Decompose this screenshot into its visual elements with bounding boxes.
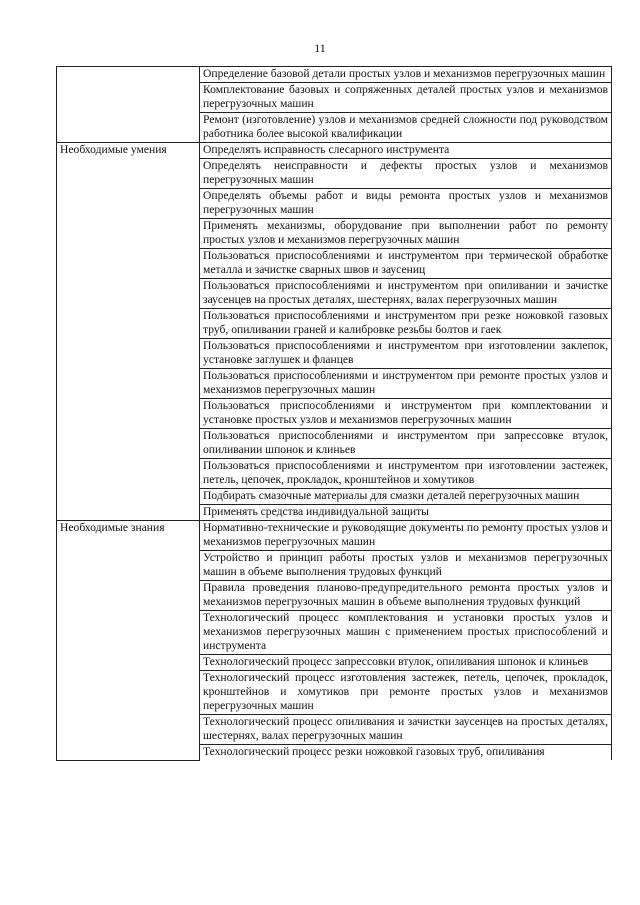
skills-item: Определять объемы работ и виды ремонта простых узлов и механизмов перегрузочных машин bbox=[200, 189, 612, 219]
section-label-skills: Необходимые умения bbox=[57, 143, 200, 521]
activities-item: Комплектование базовых и сопряженных деталей простых узлов и механизмов перегрузочных машин bbox=[200, 83, 612, 113]
skills-item: Пользоваться приспособлениями и инструментом при комплектовании и установке простых узлов и механизмов перегрузочных машин bbox=[200, 399, 612, 429]
knowledge-item: Технологический процесс комплектования и установки простых узлов и механизмов перегрузочных машин с применением простых приспособлений и инструмента bbox=[200, 611, 612, 655]
skills-item: Пользоваться приспособлениями и инструментом при ремонте простых узлов и механизмов перегрузочных машин bbox=[200, 369, 612, 399]
skills-item: Пользоваться приспособлениями и инструментом при резке ножовкой газовых труб, опиливании граней и калибровке резьбы болтов и гаек bbox=[200, 309, 612, 339]
knowledge-item: Технологический процесс изготовления застежек, петель, цепочек, прокладок, кронштейнов и хомутиков при ремонте простых узлов и механизмов перегрузочных машин bbox=[200, 671, 612, 715]
table-row bbox=[57, 521, 612, 551]
skills-item: Пользоваться приспособлениями и инструментом при термической обработке металла и зачистке сварных швов и заусениц bbox=[200, 249, 612, 279]
section-label-activities bbox=[57, 67, 200, 143]
knowledge-item: Устройство и принцип работы простых узлов и механизмов перегрузочных машин в объеме выполнения трудовых функций bbox=[200, 551, 612, 581]
skills-item: Определять неисправности и дефекты простых узлов и механизмов перегрузочных машин bbox=[200, 159, 612, 189]
skills-item: Подбирать смазочные материалы для смазки деталей перегрузочных машин bbox=[200, 489, 612, 505]
requirements-table bbox=[56, 66, 612, 761]
skills-item: Пользоваться приспособлениями и инструментом при изготовлении застежек, петель, цепочек, прокладок, кронштейнов и хомутиков bbox=[200, 459, 612, 489]
skills-item: Пользоваться приспособлениями и инструментом при опиливании и зачистке заусенцев на простых деталях, шестернях, валах перегрузочных машин bbox=[200, 279, 612, 309]
knowledge-item: Технологический процесс резки ножовкой газовых труб, опиливания bbox=[200, 745, 612, 761]
skills-item: Применять механизмы, оборудование при выполнении работ по ремонту простых узлов и механизмов перегрузочных машин bbox=[200, 219, 612, 249]
section-label-knowledge: Необходимые знания bbox=[57, 521, 200, 761]
knowledge-item: Правила проведения планово-предупредительного ремонта простых узлов и механизмов перегрузочных машин в объеме выполнения трудовых функций bbox=[200, 581, 612, 611]
knowledge-item: Нормативно-технические и руководящие документы по ремонту простых узлов и механизмов перегрузочных машин bbox=[200, 521, 612, 551]
skills-item: Пользоваться приспособлениями и инструментом при изготовлении заклепок, установке заглушек и фланцев bbox=[200, 339, 612, 369]
skills-item: Применять средства индивидуальной защиты bbox=[200, 505, 612, 521]
skills-item: Пользоваться приспособлениями и инструментом при запрессовке втулок, опиливании шпонок и клиньев bbox=[200, 429, 612, 459]
skills-item: Определять исправность слесарного инструмента bbox=[200, 143, 612, 159]
requirements-table-body bbox=[57, 67, 612, 761]
page-number: 11 bbox=[314, 41, 326, 55]
table-row bbox=[57, 143, 612, 159]
table-row bbox=[57, 67, 612, 83]
knowledge-item: Технологический процесс запрессовки втулок, опиливания шпонок и клиньев bbox=[200, 655, 612, 671]
knowledge-item: Технологический процесс опиливания и зачистки заусенцев на простых деталях, шестернях, валах перегрузочных машин bbox=[200, 715, 612, 745]
activities-item: Определение базовой детали простых узлов и механизмов перегрузочных машин bbox=[200, 67, 612, 83]
activities-item: Ремонт (изготовление) узлов и механизмов средней сложности под руководством работника более высокой квалификации bbox=[200, 113, 612, 143]
